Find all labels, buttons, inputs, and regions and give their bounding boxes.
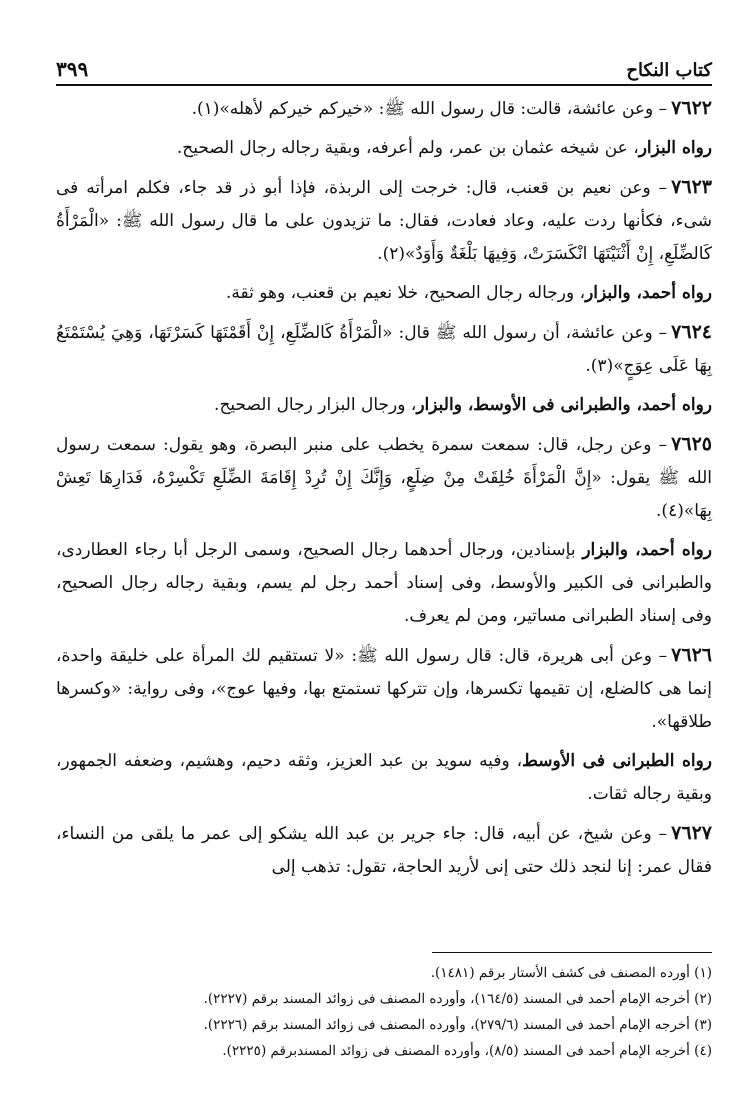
narration-source (56, 132, 712, 165)
footnote: (٤) أخرجه الإمام أحمد فى المسند (٨/٥)، وأورده المصنف فى زوائد المسندبرقم (٢٢٢٥). (222, 1043, 712, 1059)
hadith-number: ٧٦٢٣ (671, 176, 712, 198)
hadith-text: – وعن نعيم بن قعنب، قال: خرجت إلى الربذة، فإذا أبو ذر قد جاء، فكلم امرأته فى شىء، فكأنها ردت عليه، وعاد فعادت، فقال: ما تزيدون على ما قال رسول الله ﷺ: «الْمَرْأَةُ كَالضِّلَعِ، إِنْ أَثْنَيْتَهَا انْكَسَرَتْ، وَفِيهَا بَلْغَةٌ وَأَوَدٌ»(٢). (56, 178, 712, 264)
footnote: (٣) أخرجه الإمام أحمد فى المسند (٢٧٩/٦)، وأورده المصنف فى زوائد المسند برقم (٢٢٢٦). (203, 1017, 712, 1033)
source-name: رواه أحمد، والبزار (585, 283, 712, 303)
footnotes (56, 960, 712, 1064)
source-text: ، ورجال البزار رجال الصحيح. (214, 395, 417, 415)
hadith-paragraph (56, 92, 712, 126)
page-number: ٣٩٩ (56, 57, 89, 81)
hadith-number: ٧٦٢٥ (671, 433, 712, 455)
hadith-number: ٧٦٢٢ (671, 97, 712, 119)
running-header (56, 52, 712, 86)
footnote: (١) أورده المصنف فى كشف الأستار برقم (١٤٨١). (430, 965, 712, 981)
narration-source (56, 389, 712, 422)
hadith-number: ٧٦٢٦ (671, 644, 712, 666)
hadith-text: – وعن عائشة، أن رسول الله ﷺ قال: «الْمَرْأَةُ كَالضِّلَعِ، إِنْ أَقَمْتَهَا كَسَرْتَهَا، وَهِيَ يُسْتَمْتَعُ بِهَا عَلَى عِوَجٍ»(٣). (56, 323, 712, 376)
hadith-paragraph (56, 428, 712, 528)
hadith-paragraph (56, 316, 712, 383)
source-text: ، وفيه سويد بن عبد العزيز، وثقه دحيم، وهشيم، وضعفه الجمهور، وبقية رجاله ثقات. (56, 751, 712, 804)
hadith-text: – وعن أبى هريرة، قال: قال رسول الله ﷺ: «لا تستقيم لك المرأة على خليقة واحدة، إنما هى كالضلع، إن تقيمها تكسرها، وإن تتركها تستمتع بها، وفيها عوج»، وفى رواية: «وكسرها طلاقها». (56, 646, 712, 732)
footnote: (٢) أخرجه الإمام أحمد فى المسند (١٦٤/٥)، وأورده المصنف فى زوائد المسند برقم (٢٢٢٧). (203, 991, 712, 1007)
hadith-paragraph (56, 171, 712, 271)
footnote-divider (432, 952, 712, 953)
source-name: رواه أحمد، والطبرانى فى الأوسط، والبزار (416, 395, 712, 415)
source-name: رواه أحمد، والبزار (582, 540, 712, 560)
source-name: رواه الطبرانى فى الأوسط (522, 751, 712, 771)
hadith-text: – وعن رجل، قال: سمعت سمرة يخطب على منبر البصرة، وهو يقول: سمعت رسول الله ﷺ يقول: «إِنَّ الْمَرْأَةَ خُلِقَتْ مِنْ ضِلَعٍ، وَإِنَّكَ إِنْ تُرِدْ إِقَامَةَ الضِّلَعِ تَكْسِرْهُ، فَدَارِهَا تَعِشْ بِهَا»(٤). (56, 435, 712, 521)
main-text (56, 92, 712, 890)
narration-source (56, 745, 712, 811)
hadith-number: ٧٦٢٧ (671, 822, 712, 844)
hadith-text: – وعن شيخ، عن أبيه، قال: جاء جرير بن عبد الله يشكو إلى عمر ما يلقى من النساء، فقال عمر: إنا لنجد ذلك حتى إنى لأريد الحاجة، تقول: تذهب إلى (56, 824, 712, 877)
source-name: رواه البزار (638, 138, 712, 158)
source-text: ، ورجاله رجال الصحيح، خلا نعيم بن قعنب، وهو ثقة. (225, 283, 586, 303)
hadith-text: – وعن عائشة، قالت: قال رسول الله ﷺ: «خيركم خيركم لأهله»(١). (191, 99, 668, 119)
chapter-title: كتاب النكاح (626, 60, 712, 81)
hadith-number: ٧٦٢٤ (671, 321, 712, 343)
source-text: بإسنادين، ورجال أحدهما رجال الصحيح، وسمى الرجل أبا رجاء العطاردى، والطبرانى فى الكبير والأوسط، وفى إسناد أحمد رجل لم يسم، وبقية رجاله رجال الصحيح، وفى إسناد الطبرانى مساتير، ومن لم يعرف. (56, 540, 712, 626)
narration-source (56, 534, 712, 633)
source-text: ، عن شيخه عثمان بن عمر، ولم أعرفه، وبقية رجاله رجال الصحيح. (176, 138, 639, 158)
narration-source (56, 277, 712, 310)
hadith-paragraph (56, 639, 712, 739)
hadith-paragraph (56, 817, 712, 884)
